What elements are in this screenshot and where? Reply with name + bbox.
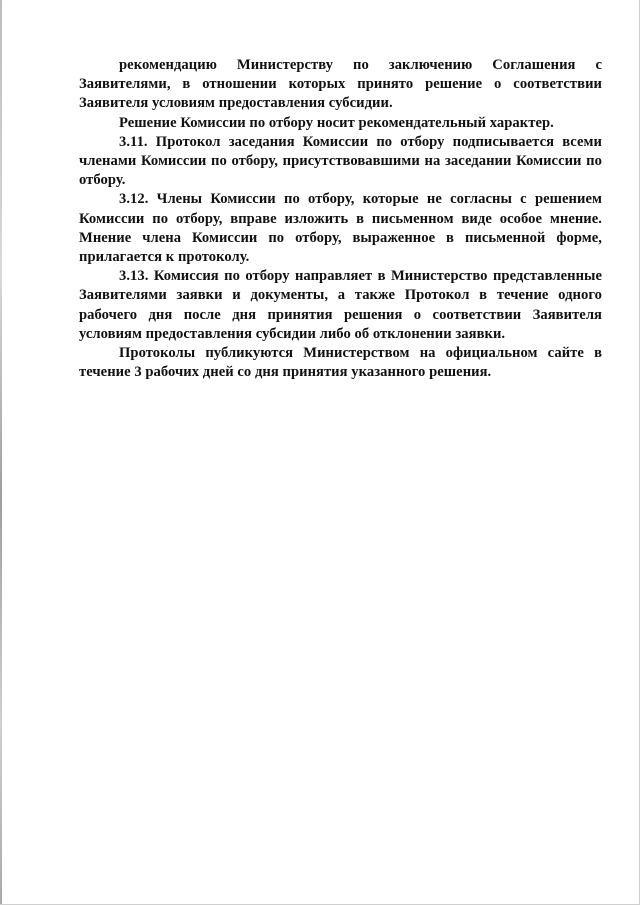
scan-edge-left — [0, 0, 2, 905]
paragraph-continuation: рекомендацию Министерству по заключению Соглашения с Заявителями, в отношении которых принято решение о соответствии Заявителя условиям предоставления субсидии. — [79, 57, 602, 112]
paragraph-3-12: 3.12. Члены Комиссии по отбору, которые не согласны с решением Комиссии по отбору, вправе изложить в письменном виде особое мнение. Мнение члена Комиссии по отбору, выраженное в письменной форме, прилагается к протоколу. — [79, 191, 602, 266]
paragraph-recommendation: Решение Комиссии по отбору носит рекомендательный характер. — [119, 114, 554, 131]
paragraph-3-11: 3.11. Протокол заседания Комиссии по отбору подписывается всеми членами Комиссии по отбору, присутствовавшими на заседании Комиссии по отбору. — [79, 133, 602, 189]
paragraph-publication: Протоколы публикуются Министерством на официальном сайте в течение 3 рабочих дней со дня принятия указанного решения. — [79, 345, 602, 381]
document-body — [79, 56, 602, 382]
paragraph-3-13: 3.13. Комиссия по отбору направляет в Министерство представленные Заявителями заявки и документы, а также Протокол в течение одного рабочего дня после дня принятия решения о соответствии Заявителя условиям предоставления субсидии либо об отклонении заявки. — [79, 268, 602, 342]
